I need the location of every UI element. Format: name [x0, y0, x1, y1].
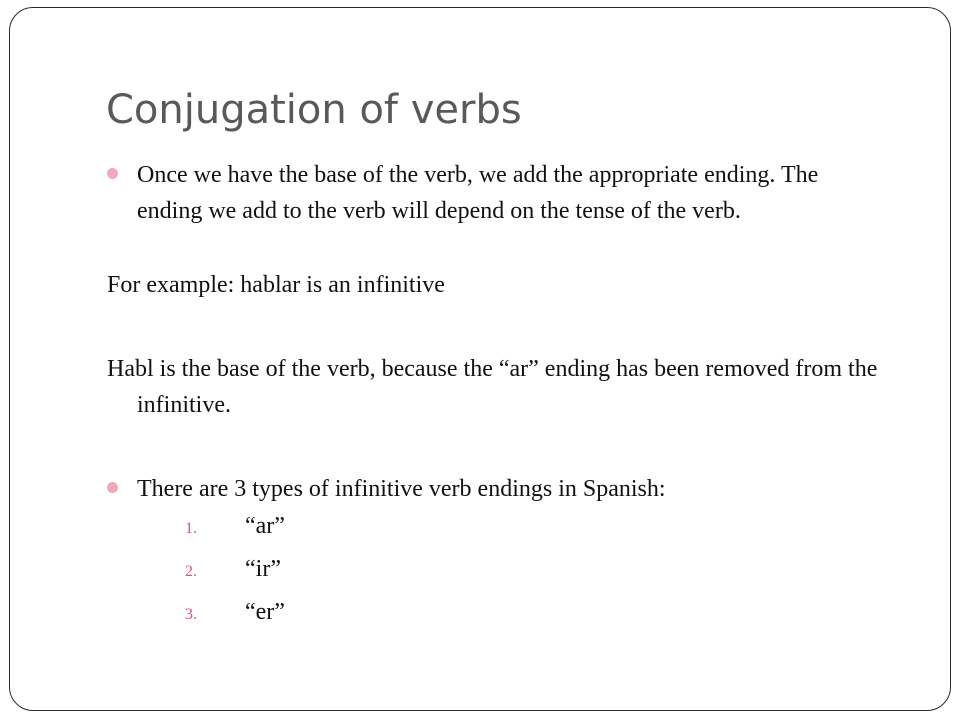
base-explanation: Habl is the base of the verb, because the “ar” ending has been removed from the infinitive.: [107, 356, 878, 418]
bullet-paragraph-endings: [107, 471, 887, 507]
ending-text: “ar”: [245, 513, 285, 539]
bullet-dot-icon: [107, 482, 118, 493]
bullet-text-base: Once we have the base of the verb, we add the appropriate ending. The ending we add to the verb will depend on the tense of the verb.: [137, 162, 819, 224]
ending-text: “er”: [245, 599, 285, 625]
example-line: For example: hablar is an infinitive: [107, 272, 445, 298]
ending-item: [185, 513, 285, 540]
bullet-dot-icon: [107, 168, 118, 179]
list-number: 1.: [185, 520, 197, 537]
ending-item: [185, 556, 281, 583]
bullet-paragraph-base: [107, 157, 887, 229]
bullet-text-endings: There are 3 types of infinitive verb endings in Spanish:: [137, 476, 666, 502]
ending-item: [185, 599, 285, 626]
slide-title: Conjugation of verbs: [106, 87, 522, 133]
list-number: 2.: [185, 563, 197, 580]
list-number: 3.: [185, 606, 197, 623]
ending-text: “ir”: [245, 556, 281, 582]
